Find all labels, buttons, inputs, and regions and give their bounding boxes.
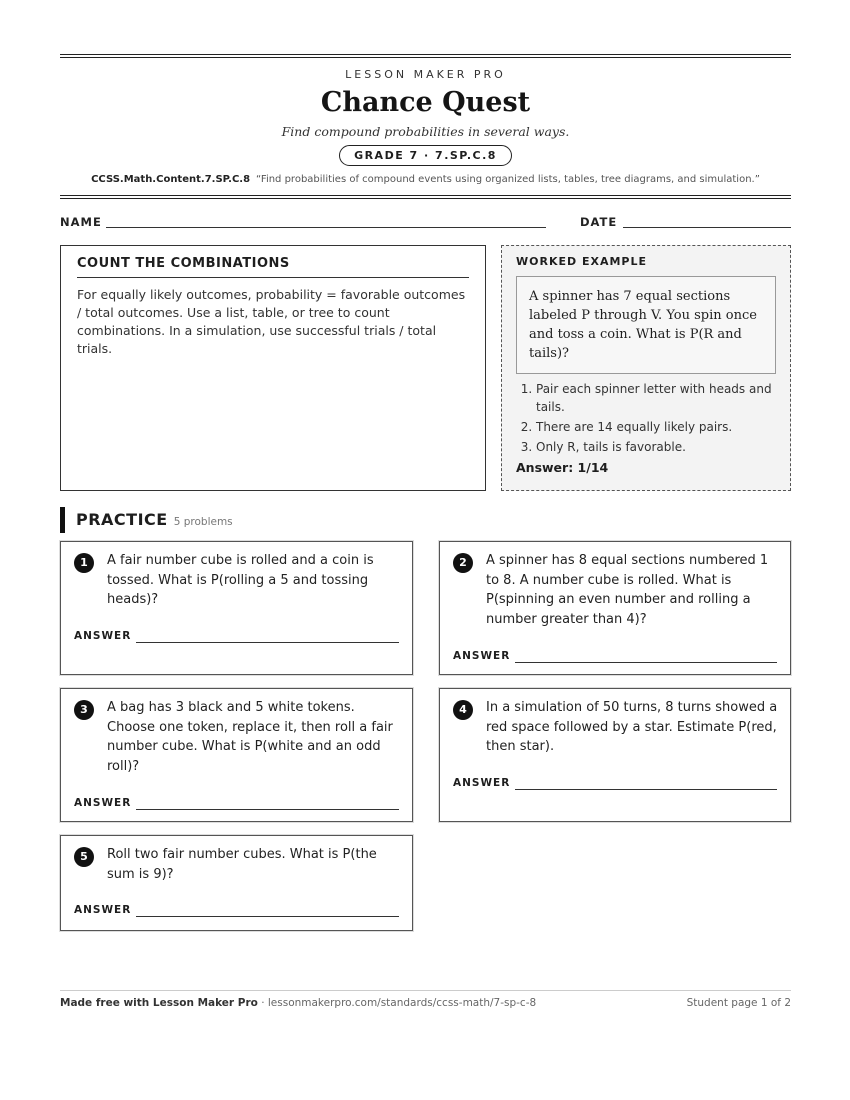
answer-field[interactable] [515, 789, 777, 790]
problem-number-badge: 4 [453, 700, 473, 720]
problem-text: In a simulation of 50 turns, 8 turns showed a red space followed by a star. Estimate P(red, then star). [486, 700, 778, 754]
answer-label: ANSWER [74, 630, 132, 642]
footer-page-number: Student page 1 of 2 [686, 997, 791, 1009]
problem-text: A fair number cube is rolled and a coin is tossed. What is P(rolling a 5 and tossing heads)? [107, 553, 374, 607]
page-footer [60, 990, 791, 1009]
date-label: DATE [580, 215, 618, 229]
answer-row [74, 630, 399, 644]
date-field[interactable] [623, 227, 791, 228]
practice-problems [60, 541, 791, 961]
answer-field[interactable] [136, 916, 399, 917]
worked-example-steps [516, 380, 776, 456]
problem-number-badge: 1 [74, 553, 94, 573]
grade-badge: GRADE 7 · 7.SP.C.8 [339, 145, 512, 166]
answer-field[interactable] [136, 642, 399, 643]
answer-field[interactable] [136, 809, 399, 810]
problem-number-badge: 2 [453, 553, 473, 573]
brand-name: LESSON MAKER PRO [345, 68, 506, 81]
problem-card-3 [60, 688, 413, 822]
worksheet-subtitle: Find compound probabilities in several ways. [281, 124, 570, 139]
problem-number-badge: 3 [74, 700, 94, 720]
answer-label: ANSWER [74, 797, 132, 809]
worked-example-step: 1. Pair each spinner letter with heads and tails. [536, 380, 776, 416]
problem-card-1 [60, 541, 413, 675]
header-bottom-rule [60, 195, 791, 199]
count-combinations-title: COUNT THE COMBINATIONS [77, 256, 469, 278]
problem-text: Roll two fair number cubes. What is P(the sum is 9)? [107, 847, 377, 882]
practice-count: 5 problems [173, 516, 233, 528]
worksheet-title: Chance Quest [320, 87, 531, 118]
answer-label: ANSWER [453, 650, 511, 662]
worked-example-answer: Answer: 1/14 [516, 460, 609, 475]
count-combinations-text: For equally likely outcomes, probability = favorable outcomes / total outcomes. Use a list, table, or tree to count combinations. In a simulation, use successful trials / total trials. [77, 287, 466, 356]
standard-code: CCSS.Math.Content.7.SP.C.8 [91, 174, 251, 185]
footer-made-with: Made free with Lesson Maker Pro [60, 997, 258, 1009]
answer-row [74, 797, 399, 811]
worked-example-problem: A spinner has 7 equal sections labeled P through V. You spin once and toss a coin. What is P(R and tails)? [516, 276, 776, 374]
intro-section [60, 245, 791, 493]
worksheet-page [60, 54, 791, 961]
standard-line [60, 174, 791, 185]
practice-title: PRACTICE [76, 510, 168, 529]
worked-example-step: 2. There are 14 equally likely pairs. [536, 418, 776, 436]
footer-url[interactable]: · lessonmakerpro.com/standards/ccss-math/7-sp-c-8 [257, 997, 537, 1009]
answer-row [453, 650, 777, 664]
worksheet-header [60, 58, 791, 185]
problem-card-4 [439, 688, 791, 822]
name-label: NAME [60, 215, 102, 229]
problem-card-5 [60, 835, 413, 931]
problem-text: A bag has 3 black and 5 white tokens. Choose one token, replace it, then roll a fair number cube. What is P(white and an odd roll)? [107, 700, 393, 774]
count-combinations-box [60, 245, 486, 491]
worked-example-title: WORKED EXAMPLE [516, 255, 647, 268]
name-date-row [60, 205, 791, 237]
answer-label: ANSWER [453, 777, 511, 789]
answer-field[interactable] [515, 662, 777, 663]
answer-label: ANSWER [74, 904, 132, 916]
worked-example-step: 3. Only R, tails is favorable. [536, 438, 776, 456]
problem-number-badge: 5 [74, 847, 94, 867]
worked-example-box [501, 245, 791, 491]
answer-row [74, 904, 399, 918]
standard-text: “Find probabilities of compound events using organized lists, tables, tree diagrams, and simulation.” [256, 174, 760, 185]
problem-card-2 [439, 541, 791, 675]
answer-row [453, 777, 777, 791]
practice-heading [60, 507, 791, 533]
name-field[interactable] [106, 227, 546, 228]
problem-text: A spinner has 8 equal sections numbered 1 to 8. A number cube is rolled. What is P(spinning an even number and rolling a number greater than 4)? [486, 553, 769, 627]
